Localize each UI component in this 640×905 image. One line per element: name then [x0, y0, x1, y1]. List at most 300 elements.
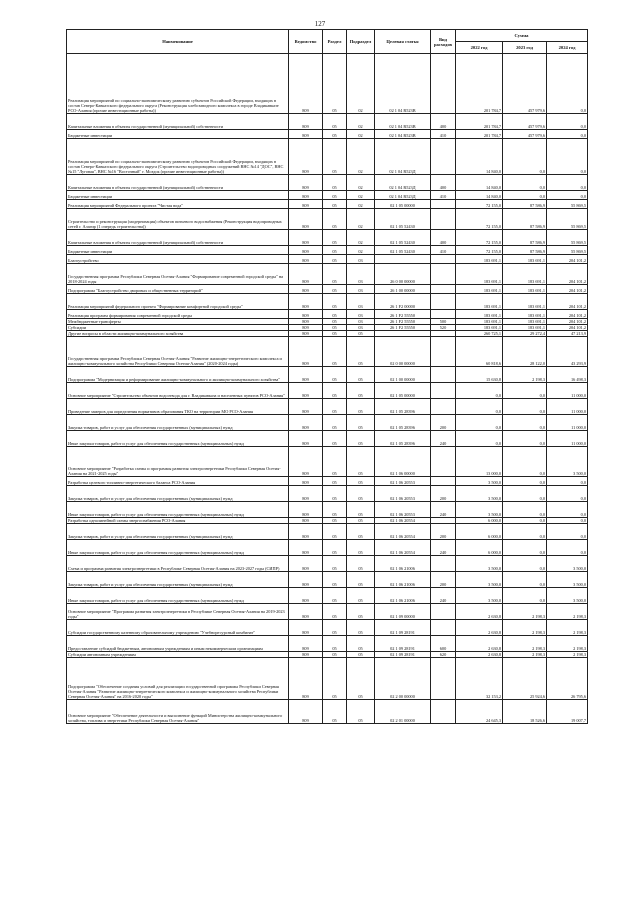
row-csr: 02 1 06 20553	[375, 477, 431, 486]
row-name: Реализация программ формирования современной городской среды	[67, 310, 289, 319]
row-vid	[431, 620, 456, 636]
row-amount-2023: 457 979,6	[503, 54, 547, 114]
row-vedom: 809	[289, 658, 323, 700]
row-csr: 02 1 06 20554	[375, 518, 431, 524]
row-vid	[431, 54, 456, 114]
row-name: Реализация мероприятий по социально-экономическому развитию субъектов Российской Федерации, входящих в состав Северо-Кавказского федерального округа (Строительство водопроводных сооружений ВНС №14 "ДОС", ВНС №15 "Луговая", ВНС №16 "Восточный" г. Моздок (прочие инвестиционные работы))	[67, 139, 289, 175]
row-csr: 02 1 04 R523В	[375, 54, 431, 114]
row-amount-2023: 28 122,0	[503, 337, 547, 367]
row-vid: 200	[431, 572, 456, 588]
row-podrazdel: 02	[347, 130, 375, 139]
row-podrazdel: 03	[347, 285, 375, 294]
row-podrazdel: 02	[347, 139, 375, 175]
row-vedom: 809	[289, 447, 323, 477]
row-vedom: 809	[289, 325, 323, 331]
row-razdel: 05	[323, 246, 347, 255]
header-vedom: Ведомство	[289, 30, 323, 54]
row-podrazdel: 05	[347, 540, 375, 556]
row-vedom: 809	[289, 367, 323, 383]
row-csr: 02 1 09 00000	[375, 604, 431, 620]
row-csr: 02 1 05 28396	[375, 415, 431, 431]
row-name: Реализация мероприятий Федерального проекта "Чистая вода"	[67, 200, 289, 209]
row-amount-2023: 0,0	[503, 556, 547, 572]
row-amount-2024: 55 869,5	[547, 209, 588, 230]
row-name: Предоставление субсидий бюджетным, автономным учреждениям и иным некоммерческим организациям	[67, 636, 289, 652]
table-row	[67, 486, 588, 502]
row-razdel: 05	[323, 700, 347, 724]
row-podrazdel: 05	[347, 620, 375, 636]
row-amount-2024: 0,0	[547, 54, 588, 114]
row-amount-2024: 2 198,3	[547, 620, 588, 636]
row-amount-2022: 2 630,8	[456, 636, 503, 652]
row-vid	[431, 264, 456, 285]
row-vid: 200	[431, 524, 456, 540]
row-vid	[431, 604, 456, 620]
row-name: Основное мероприятие "Программа развития электроэнергетики в Республике Северная Осетия-Алания на 2019-2023 годы"	[67, 604, 289, 620]
row-razdel: 05	[323, 325, 347, 331]
row-vedom: 809	[289, 524, 323, 540]
row-vedom: 809	[289, 502, 323, 518]
row-amount-2022: 6 000,0	[456, 540, 503, 556]
row-amount-2023: 183 691,1	[503, 310, 547, 319]
row-csr: 26 0 00 00000	[375, 264, 431, 285]
row-vedom: 809	[289, 264, 323, 285]
row-podrazdel: 02	[347, 191, 375, 200]
row-amount-2024: 0,0	[547, 175, 588, 191]
row-razdel: 05	[323, 200, 347, 209]
row-podrazdel: 05	[347, 572, 375, 588]
row-vedom: 809	[289, 191, 323, 200]
row-csr: 02 1 09 28191	[375, 636, 431, 652]
row-vedom: 809	[289, 518, 323, 524]
row-amount-2023: 25 924,6	[503, 658, 547, 700]
row-csr: 02 2 00 00000	[375, 658, 431, 700]
row-podrazdel: 05	[347, 524, 375, 540]
row-csr: 02 1 05 00000	[375, 200, 431, 209]
row-amount-2023: 0,0	[503, 477, 547, 486]
row-amount-2022: 201 784,7	[456, 114, 503, 130]
row-amount-2022: 24 645,3	[456, 700, 503, 724]
row-amount-2023: 0,0	[503, 191, 547, 200]
row-amount-2022: 201 784,7	[456, 54, 503, 114]
row-podrazdel: 02	[347, 54, 375, 114]
budget-table	[66, 29, 588, 724]
row-name: Основное мероприятие "Строительство объектов водоотвода для г. Владикавказа и населенных пунктов РСО-Алания"	[67, 383, 289, 399]
row-amount-2024: 55 869,5	[547, 246, 588, 255]
row-amount-2022: 3 500,0	[456, 556, 503, 572]
row-amount-2023: 0,0	[503, 447, 547, 477]
table-row	[67, 114, 588, 130]
row-amount-2022: 14 840,0	[456, 139, 503, 175]
row-name: Схема и программа развития электроэнергетики в Республике Северная Осетия-Алания на 2023-2027 годы (СИПР)	[67, 556, 289, 572]
table-row	[67, 399, 588, 415]
row-amount-2022: 3 500,0	[456, 588, 503, 604]
row-amount-2023: 183 691,1	[503, 325, 547, 331]
row-amount-2024: 11 000,0	[547, 399, 588, 415]
row-podrazdel: 05	[347, 383, 375, 399]
row-csr: 02 1 00 00000	[375, 367, 431, 383]
row-vid: 620	[431, 652, 456, 658]
row-name: Проведение замеров для определения нормативов образования ТКО на территории МО РСО-Алания	[67, 399, 289, 415]
row-amount-2024: 26 795,6	[547, 658, 588, 700]
row-amount-2023: 183 691,1	[503, 285, 547, 294]
row-vid: 200	[431, 415, 456, 431]
row-amount-2023: 87 586,9	[503, 230, 547, 246]
row-vid	[431, 556, 456, 572]
row-podrazdel: 03	[347, 264, 375, 285]
row-razdel: 05	[323, 604, 347, 620]
row-vedom: 809	[289, 431, 323, 447]
row-amount-2023: 0,0	[503, 540, 547, 556]
row-razdel: 05	[323, 652, 347, 658]
row-name: Бюджетные инвестиции	[67, 246, 289, 255]
row-amount-2022: 201 784,7	[456, 130, 503, 139]
row-name: Закупка товаров, работ и услуг для обеспечения государственных (муниципальных) нужд	[67, 415, 289, 431]
row-vid: 410	[431, 130, 456, 139]
header-year-2022: 2022 год	[456, 42, 503, 54]
row-amount-2022: 15 630,8	[456, 367, 503, 383]
row-name: Капитальные вложения в объекты государственной (муниципальной) собственности	[67, 230, 289, 246]
row-name: Государственная программа Республики Северная Осетия-Алания "Развитие жилищно-энергетического комплекса и жилищно-коммунального хозяйства Республики Северная Осетия-Алания" (2020-2024 годы)	[67, 337, 289, 367]
row-vedom: 809	[289, 114, 323, 130]
row-amount-2024: 0,0	[547, 114, 588, 130]
table-row	[67, 209, 588, 230]
row-amount-2024: 16 498,3	[547, 367, 588, 383]
row-razdel: 05	[323, 447, 347, 477]
row-name: Капитальные вложения в объекты государственной (муниципальной) собственности	[67, 114, 289, 130]
row-vid: 240	[431, 588, 456, 604]
row-razdel: 05	[323, 331, 347, 337]
row-amount-2023: 0,0	[503, 415, 547, 431]
row-vid: 240	[431, 540, 456, 556]
row-amount-2023: 2 198,3	[503, 367, 547, 383]
header-year-2024: 2024 год	[547, 42, 588, 54]
row-csr	[375, 255, 431, 264]
row-razdel: 05	[323, 191, 347, 200]
row-amount-2024: 0,0	[547, 486, 588, 502]
row-podrazdel: 02	[347, 200, 375, 209]
row-podrazdel: 02	[347, 230, 375, 246]
row-amount-2024: 0,0	[547, 540, 588, 556]
table-row	[67, 415, 588, 431]
row-razdel: 05	[323, 54, 347, 114]
table-row	[67, 230, 588, 246]
row-amount-2023: 2 198,3	[503, 620, 547, 636]
row-razdel: 05	[323, 572, 347, 588]
table-row	[67, 556, 588, 572]
budget-table-container	[66, 29, 587, 724]
row-vedom: 809	[289, 310, 323, 319]
row-podrazdel: 02	[347, 246, 375, 255]
row-amount-2022: 3 500,0	[456, 486, 503, 502]
row-amount-2024: 204 101,2	[547, 294, 588, 310]
row-podrazdel: 05	[347, 431, 375, 447]
table-row	[67, 524, 588, 540]
row-amount-2023: 87 586,9	[503, 209, 547, 230]
row-name: Другие вопросы в области жилищно-коммунального хозяйства	[67, 331, 289, 337]
row-name: Подпрограмма "Обеспечение создания условий для реализации государственной программы Республики Северная Осетия-Алания "Развитие жилищно-энергетического комплекса и жилищно-коммунального хозяйства Республики Северная Осетия-Алания" на 2016-2020 годы"	[67, 658, 289, 700]
row-amount-2022: 13 000,0	[456, 447, 503, 477]
row-amount-2024: 0,0	[547, 502, 588, 518]
row-amount-2022: 183 691,1	[456, 285, 503, 294]
row-amount-2022: 183 691,1	[456, 325, 503, 331]
row-podrazdel: 05	[347, 652, 375, 658]
row-podrazdel: 05	[347, 477, 375, 486]
row-vedom: 809	[289, 54, 323, 114]
row-name: Иные закупки товаров, работ и услуг для обеспечения государственных (муниципальных) нужд	[67, 540, 289, 556]
row-amount-2024: 11 000,0	[547, 383, 588, 399]
row-name: Субсидии автономным учреждениям	[67, 652, 289, 658]
row-csr: 02 1 04 R523Д	[375, 175, 431, 191]
row-amount-2022: 6 000,0	[456, 524, 503, 540]
row-amount-2024: 2 198,3	[547, 604, 588, 620]
row-amount-2022: 60 818,6	[456, 337, 503, 367]
row-amount-2024: 204 101,2	[547, 325, 588, 331]
row-amount-2023: 0,0	[503, 175, 547, 191]
row-razdel: 05	[323, 399, 347, 415]
row-vid: 400	[431, 230, 456, 246]
row-csr: 02 1 06 21006	[375, 588, 431, 604]
row-podrazdel: 05	[347, 486, 375, 502]
row-amount-2023: 183 691,1	[503, 255, 547, 264]
row-vedom: 809	[289, 700, 323, 724]
row-vid: 600	[431, 636, 456, 652]
table-row	[67, 191, 588, 200]
row-amount-2023: 0,0	[503, 486, 547, 502]
row-name: Благоустройство	[67, 255, 289, 264]
row-podrazdel: 05	[347, 518, 375, 524]
row-amount-2024: 3 500,0	[547, 556, 588, 572]
row-vid	[431, 209, 456, 230]
row-razdel: 05	[323, 518, 347, 524]
row-razdel: 05	[323, 502, 347, 518]
row-amount-2022: 0,0	[456, 431, 503, 447]
row-csr: 02 1 04 R523Д	[375, 139, 431, 175]
row-amount-2022: 3 500,0	[456, 477, 503, 486]
row-amount-2022: 72 155,0	[456, 230, 503, 246]
row-name: Реализация мероприятий по социально-экономическому развитию субъектов Российской Федерации, входящих в состав Северо-Кавказского федерального округа (Реконструкция хлебозаводного комплекса в городе Владикавказе РСО-Алания (прочие инвестиционные работы))	[67, 54, 289, 114]
row-podrazdel: 03	[347, 255, 375, 264]
row-name: Иные закупки товаров, работ и услуг для обеспечения государственных (муниципальных) нужд	[67, 588, 289, 604]
row-razdel: 05	[323, 319, 347, 325]
row-vedom: 809	[289, 652, 323, 658]
row-vid	[431, 310, 456, 319]
table-row	[67, 477, 588, 486]
row-name: Основное мероприятие "Обеспечение деятельности и выполнение функций Министерства жилищно-коммунального хозяйства, топлива и энергетики Республики Северная Осетия-Алания"	[67, 700, 289, 724]
row-name: Бюджетные инвестиции	[67, 130, 289, 139]
row-razdel: 05	[323, 209, 347, 230]
row-razdel: 05	[323, 310, 347, 319]
row-amount-2022: 2 630,8	[456, 604, 503, 620]
row-name: Закупка товаров, работ и услуг для обеспечения государственных (муниципальных) нужд	[67, 486, 289, 502]
row-csr: 02 2 01 00000	[375, 700, 431, 724]
table-row	[67, 383, 588, 399]
row-vid: 400	[431, 175, 456, 191]
row-vedom: 809	[289, 294, 323, 310]
budget-table-body	[67, 54, 588, 724]
row-vedom: 809	[289, 285, 323, 294]
row-vedom: 809	[289, 540, 323, 556]
row-vedom: 809	[289, 209, 323, 230]
row-vid: 500	[431, 319, 456, 325]
row-vid	[431, 700, 456, 724]
row-vid	[431, 658, 456, 700]
row-razdel: 05	[323, 264, 347, 285]
row-vid	[431, 367, 456, 383]
row-csr: 02 1 04 R523В	[375, 114, 431, 130]
row-amount-2023: 0,0	[503, 399, 547, 415]
row-razdel: 05	[323, 285, 347, 294]
row-podrazdel: 05	[347, 399, 375, 415]
row-name: Разработка целевого топливно-энергетического баланса РСО-Алания	[67, 477, 289, 486]
row-name: Бюджетные инвестиции	[67, 191, 289, 200]
row-amount-2022: 14 840,0	[456, 175, 503, 191]
row-amount-2023: 0,0	[503, 139, 547, 175]
header-podrazdel: Подраздел	[347, 30, 375, 54]
row-razdel: 05	[323, 130, 347, 139]
row-podrazdel: 05	[347, 588, 375, 604]
row-csr: 26 1 F2 55550	[375, 325, 431, 331]
row-amount-2024: 0,0	[547, 477, 588, 486]
row-amount-2024: 0,0	[547, 191, 588, 200]
row-amount-2022: 183 691,1	[456, 310, 503, 319]
row-vedom: 809	[289, 246, 323, 255]
row-vid	[431, 399, 456, 415]
row-amount-2022: 14 840,0	[456, 191, 503, 200]
row-amount-2023: 0,0	[503, 518, 547, 524]
row-csr: 26 1 00 00000	[375, 285, 431, 294]
header-razdel: Раздел	[323, 30, 347, 54]
row-amount-2024: 47 213,9	[547, 331, 588, 337]
row-name: Государственная программа Республики Северная Осетия-Алания "Формирование современной городской среды" на 2018-2024 годы	[67, 264, 289, 285]
row-amount-2022: 0,0	[456, 399, 503, 415]
table-row	[67, 264, 588, 285]
row-name: Межбюджетные трансферты	[67, 319, 289, 325]
header-summa: Сумма	[456, 30, 588, 42]
row-csr: 02 0 00 00000	[375, 337, 431, 367]
row-razdel: 05	[323, 658, 347, 700]
row-amount-2023: 0,0	[503, 383, 547, 399]
row-razdel: 05	[323, 524, 347, 540]
row-csr: 02 1 06 00000	[375, 447, 431, 477]
row-csr: 26 1 F2 00000	[375, 294, 431, 310]
row-vid: 520	[431, 325, 456, 331]
row-csr: 02 1 09 28191	[375, 620, 431, 636]
row-name: Основное мероприятие "Разработка схемы и программы развития электроэнергетики Республики Северная Осетия-Алания на 2021-2025 годы"	[67, 447, 289, 477]
row-podrazdel: 03	[347, 310, 375, 319]
row-amount-2024: 0,0	[547, 130, 588, 139]
row-vedom: 809	[289, 255, 323, 264]
header-year-2023: 2023 год	[503, 42, 547, 54]
table-row	[67, 604, 588, 620]
row-name: Капитальные вложения в объекты государственной (муниципальной) собственности	[67, 175, 289, 191]
row-vedom: 809	[289, 572, 323, 588]
row-amount-2024: 11 000,0	[547, 415, 588, 431]
row-amount-2023: 0,0	[503, 588, 547, 604]
row-amount-2023: 2 198,3	[503, 604, 547, 620]
row-amount-2023: 457 979,6	[503, 114, 547, 130]
row-vedom: 809	[289, 139, 323, 175]
row-vid	[431, 337, 456, 367]
table-row	[67, 447, 588, 477]
row-name: Закупка товаров, работ и услуг для обеспечения государственных (муниципальных) нужд	[67, 572, 289, 588]
row-vid	[431, 200, 456, 209]
table-row	[67, 285, 588, 294]
row-amount-2023: 183 691,1	[503, 264, 547, 285]
row-csr: 02 1 05 28396	[375, 399, 431, 415]
row-vedom: 809	[289, 588, 323, 604]
row-amount-2023: 87 586,9	[503, 200, 547, 209]
row-razdel: 05	[323, 636, 347, 652]
row-amount-2024: 204 101,2	[547, 319, 588, 325]
row-razdel: 05	[323, 114, 347, 130]
row-csr: 26 1 F2 55550	[375, 319, 431, 325]
row-podrazdel: 05	[347, 604, 375, 620]
row-podrazdel: 05	[347, 447, 375, 477]
row-razdel: 05	[323, 431, 347, 447]
row-amount-2024: 204 101,2	[547, 285, 588, 294]
row-csr: 26 1 F2 55550	[375, 310, 431, 319]
header-name: Наименование	[67, 30, 289, 54]
row-csr: 02 1 06 21006	[375, 572, 431, 588]
row-amount-2023: 87 586,9	[503, 246, 547, 255]
row-podrazdel: 05	[347, 556, 375, 572]
row-amount-2023: 0,0	[503, 572, 547, 588]
row-name: Подпрограмма "Модернизация и реформирование жилищно-коммунального и жилищно-коммунального хозяйства"	[67, 367, 289, 383]
row-amount-2023: 183 691,1	[503, 319, 547, 325]
row-vedom: 809	[289, 200, 323, 209]
row-razdel: 05	[323, 620, 347, 636]
row-vid	[431, 294, 456, 310]
row-csr: 02 1 06 20553	[375, 486, 431, 502]
row-name: Закупка товаров, работ и услуг для обеспечения государственных (муниципальных) нужд	[67, 524, 289, 540]
row-amount-2024: 204 101,2	[547, 310, 588, 319]
row-podrazdel: 02	[347, 209, 375, 230]
row-podrazdel: 05	[347, 331, 375, 337]
row-razdel: 05	[323, 294, 347, 310]
row-vid: 200	[431, 486, 456, 502]
row-amount-2023: 0,0	[503, 524, 547, 540]
row-amount-2022: 3 500,0	[456, 572, 503, 588]
row-amount-2022: 3 500,0	[456, 502, 503, 518]
table-row	[67, 54, 588, 114]
row-vedom: 809	[289, 383, 323, 399]
row-podrazdel: 05	[347, 337, 375, 367]
row-razdel: 05	[323, 588, 347, 604]
row-csr: 02 1 05 52430	[375, 230, 431, 246]
row-vid	[431, 255, 456, 264]
row-podrazdel: 03	[347, 294, 375, 310]
row-amount-2024: 3 500,0	[547, 447, 588, 477]
row-vid: 240	[431, 431, 456, 447]
row-vid	[431, 285, 456, 294]
row-podrazdel: 02	[347, 114, 375, 130]
row-amount-2023: 2 198,3	[503, 636, 547, 652]
row-amount-2024: 0,0	[547, 518, 588, 524]
table-row	[67, 310, 588, 319]
row-razdel: 05	[323, 415, 347, 431]
row-vid	[431, 139, 456, 175]
row-name: Подпрограмма "Благоустройство дворовых и общественных территорий"	[67, 285, 289, 294]
table-row	[67, 431, 588, 447]
row-amount-2022: 72 155,0	[456, 200, 503, 209]
row-razdel: 05	[323, 139, 347, 175]
row-razdel: 05	[323, 540, 347, 556]
row-vedom: 809	[289, 556, 323, 572]
row-amount-2022: 183 691,1	[456, 255, 503, 264]
row-podrazdel: 03	[347, 319, 375, 325]
row-vedom: 809	[289, 636, 323, 652]
